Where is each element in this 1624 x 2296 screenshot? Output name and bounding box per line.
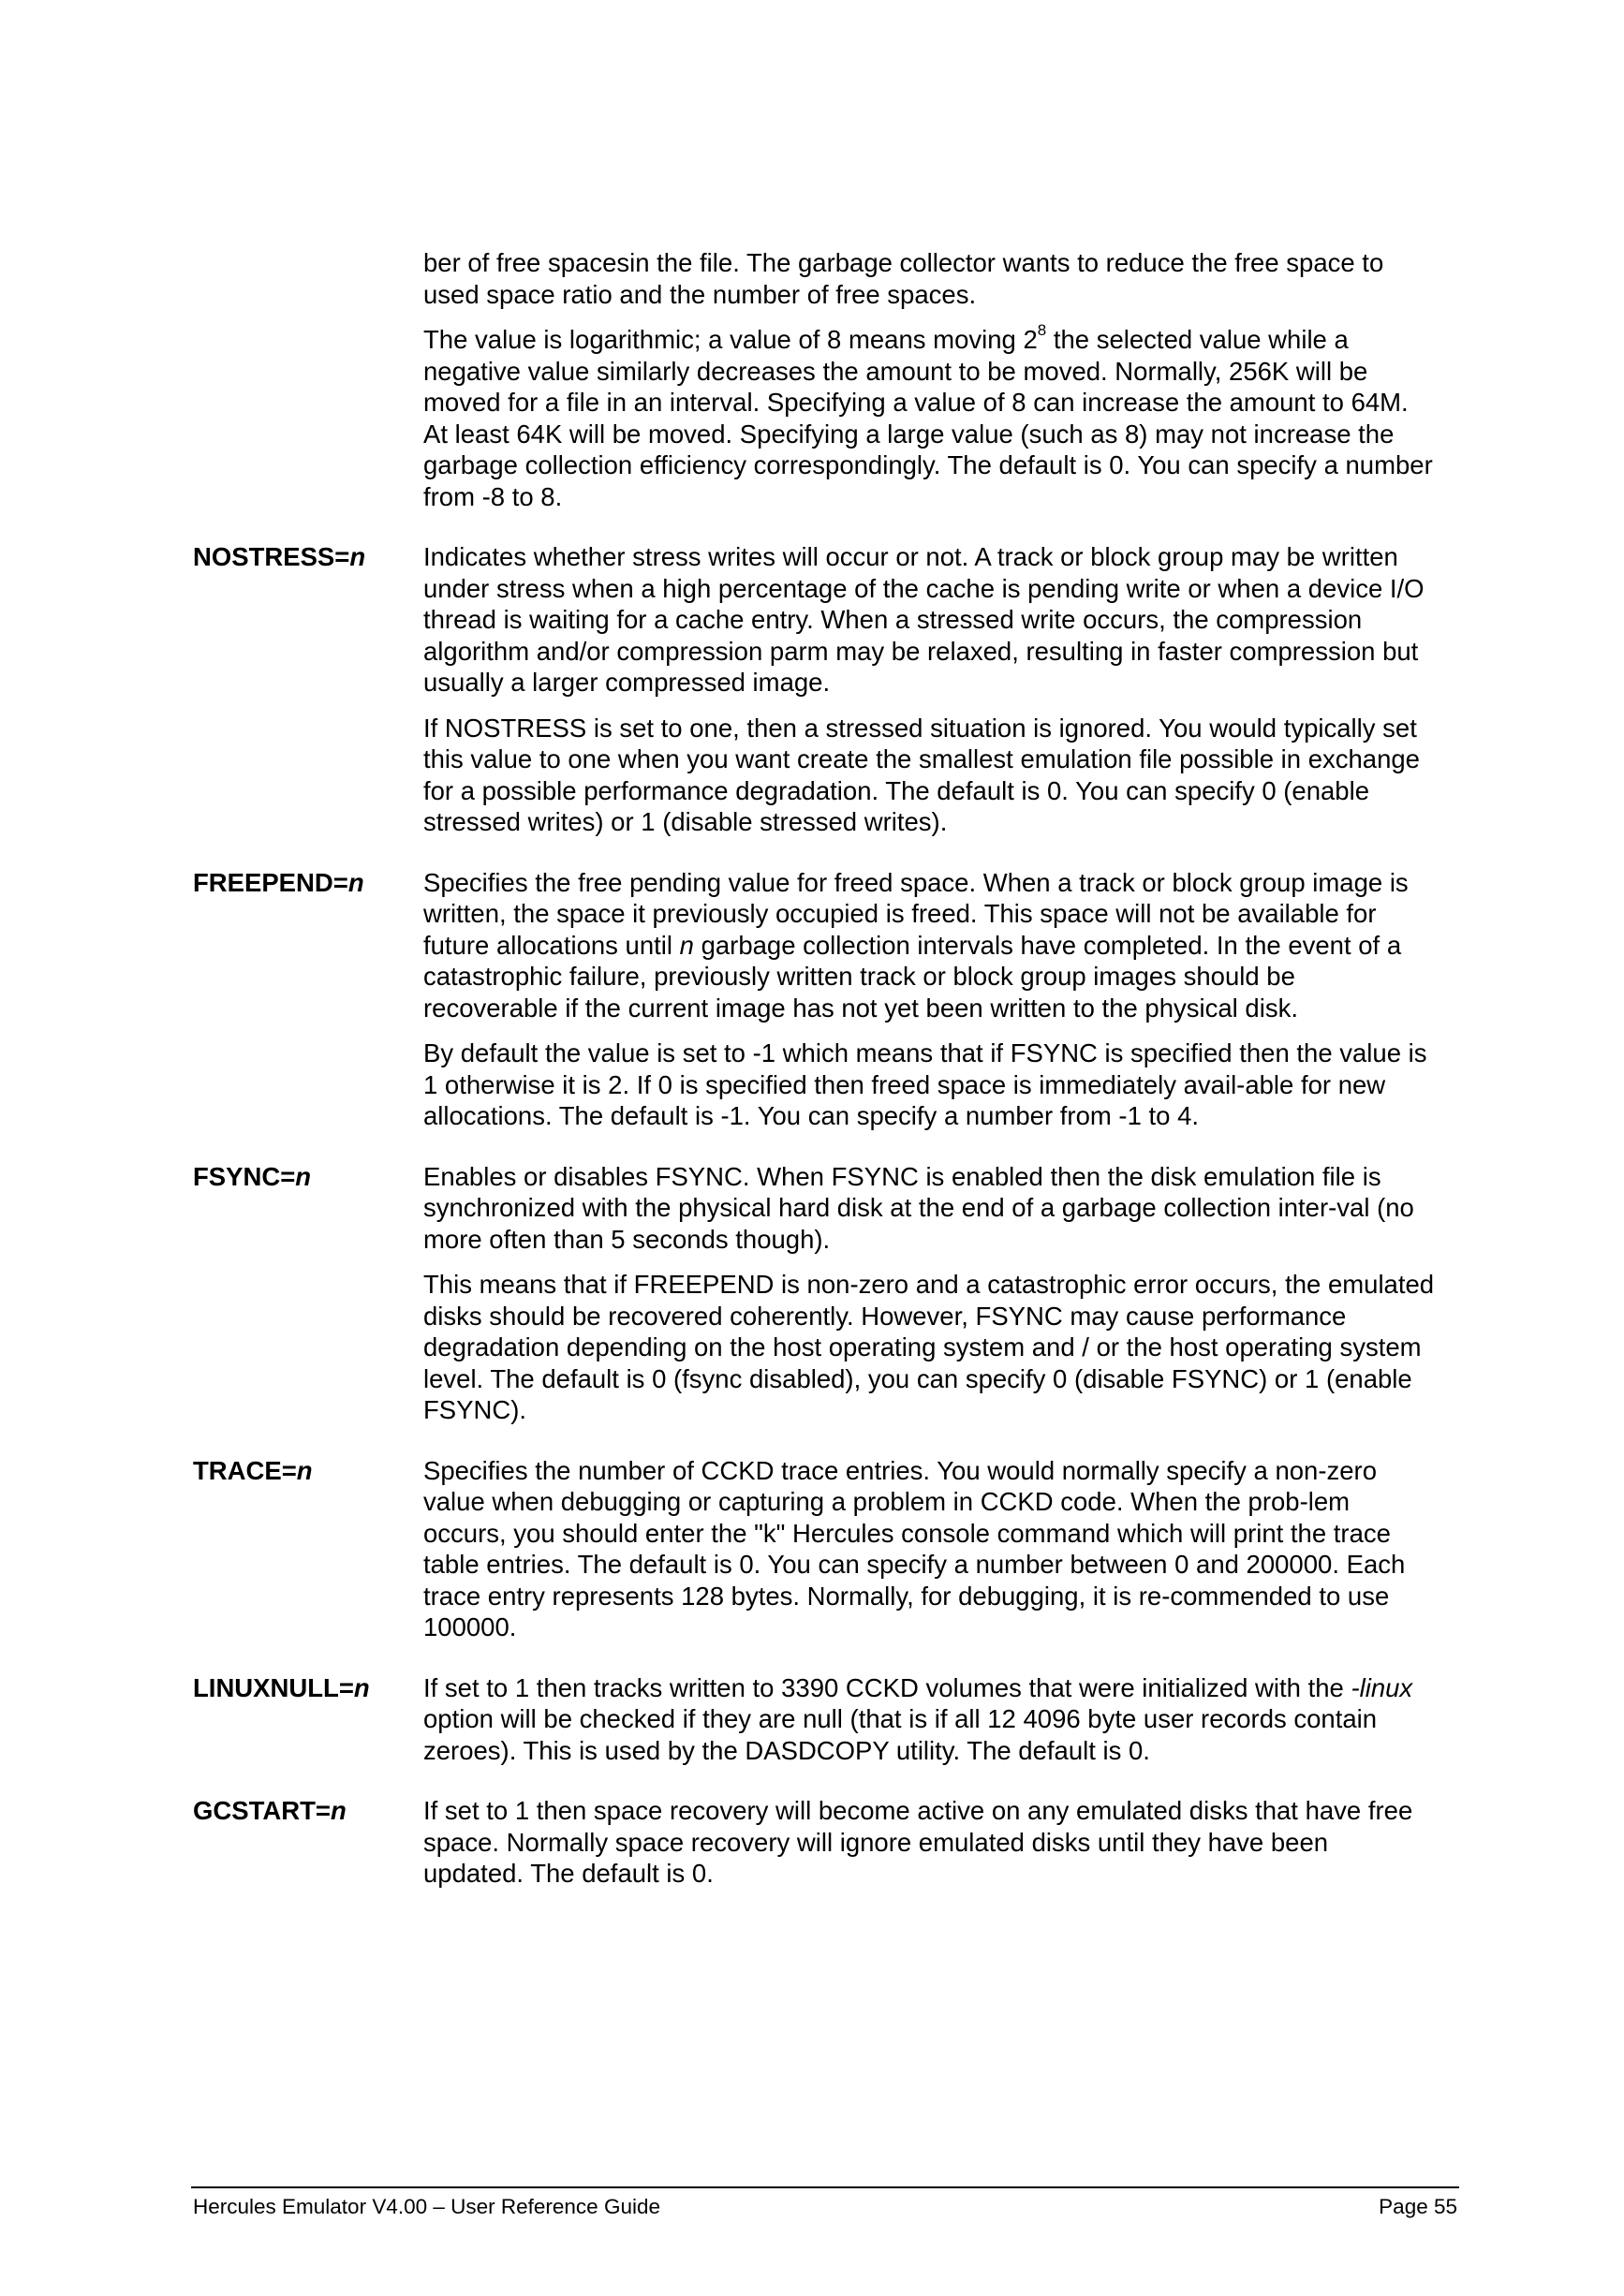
entry-description [423, 1795, 1435, 1890]
text-run: the selected value while a negative value similarly decreases the amount to be moved. Normally, 256K will be moved for a file in an interval. Specifying a value of 8 can increase the amount to 64M. At least 64K will be moved. Specifying a large value (such as 8) may not increase the garbage collection efficiency correspondingly. The default is 0. You can specify a number from -8 to 8. [423, 325, 1433, 511]
trace-paragraph: Specifies the number of CCKD trace entries. You would normally specify a non-zero value when debugging or capturing a problem in CCKD code. When the prob-lem occurs, you should enter the "k" Hercules console command which will print the trace table entries. The default is 0. You can specify a number between 0 and 200000. Each trace entry represents 128 bytes. Normally, for debugging, it is re-commended to use 100000. [423, 1455, 1406, 1641]
text-run: option will be checked if they are null (that is if all 12 4096 byte user records contain zeroes). This is used by the DASDCOPY utility. The default is 0. [423, 1704, 1378, 1765]
entry-freepend [0, 867, 1624, 1132]
option-param: n [330, 1796, 347, 1825]
option-name: LINUXNULL= [193, 1672, 354, 1702]
intro-paragraph: ber of free spacesin the file. The garbage collector wants to reduce the free space to used space ratio and the number of free spaces. [423, 248, 1384, 309]
entry-description [423, 1672, 1435, 1767]
linuxnull-paragraph [423, 1672, 1435, 1767]
text-run: garbage collection intervals have completed. In the event of a catastrophic failure, previously written track or block group images should be recoverable if the current image has not yet been written to the physical disk. [423, 930, 1402, 1023]
entry-linuxnull [0, 1672, 1624, 1767]
gcstart-paragraph: If set to 1 then space recovery will become active on any emulated disks that have free space. Normally space recovery will ignore emulated disks until they have been updated. The default is 0. [423, 1796, 1413, 1888]
option-name: FREEPEND= [193, 867, 348, 897]
entry-fsync [0, 1161, 1624, 1426]
entry-description [423, 541, 1435, 838]
option-name: TRACE= [193, 1455, 297, 1485]
option-name: NOSTRESS= [193, 542, 350, 571]
option-term-fsync [193, 1161, 311, 1193]
superscript-exponent: 8 [1037, 320, 1047, 339]
intro-logarithmic-paragraph [423, 320, 1435, 512]
option-param: n [349, 542, 366, 571]
option-term-freepend [193, 867, 364, 899]
entry-trace [0, 1455, 1624, 1643]
option-param: n [353, 1672, 370, 1702]
fsync-paragraph: Enables or disables FSYNC. When FSYNC is enabled then the disk emulation file is synchronized with the physical hard disk at the end of a garbage collection inter-val (no more often than 5 seconds though). [423, 1161, 1414, 1254]
footer-document-title: Hercules Emulator V4.00 – User Reference Guide [193, 2195, 660, 2218]
option-param: n [347, 867, 364, 897]
nostress-paragraph: Indicates whether stress writes will occur or not. A track or block group may be written under stress when a high percentage of the cache is pending write or when a device I/O thread is waiting for a cache entry. When a stressed write occurs, the compression algorithm and/or compression parm may be relaxed, resulting in faster compression but usually a larger compressed image. [423, 542, 1425, 697]
option-param: n [296, 1455, 313, 1485]
footer-page-number: Page 55 [1379, 2195, 1457, 2218]
entry-gcstart [0, 1795, 1624, 1890]
footer-rule [191, 2186, 1459, 2188]
entry-nostress [0, 541, 1624, 838]
text-run: Specifies the free pending value for freed space. When a track or block group image is written, the space it previously occupied is freed. This space will not be available for future allocations until [423, 867, 1409, 960]
page-content [0, 247, 1624, 1919]
text-run: If set to 1 then tracks written to 3390 CCKD volumes that were initialized with the [423, 1672, 1351, 1702]
entry-description [423, 247, 1435, 512]
option-term-nostress [193, 541, 365, 573]
option-term-linuxnull [193, 1672, 370, 1704]
entry-description [423, 867, 1435, 1132]
option-name: GCSTART= [193, 1796, 331, 1825]
entry-description [423, 1161, 1435, 1426]
entry-intro-continuation [0, 247, 1624, 512]
freepend-paragraph [423, 867, 1435, 1024]
freepend-paragraph: By default the value is set to -1 which means that if FSYNC is specified then the value is 1 otherwise it is 2. If 0 is specified then freed space is immediately avail-able for new allocations. The default is -1. You can specify a number from -1 to 4. [423, 1038, 1427, 1130]
entry-description [423, 1455, 1435, 1643]
italic-param: n [679, 930, 694, 960]
option-term-trace [193, 1455, 313, 1487]
nostress-paragraph: If NOSTRESS is set to one, then a stressed situation is ignored. You would typically set this value to one when you want create the smallest emulation file possible in exchange for a possible performance degradation. The default is 0. You can specify 0 (enable stressed writes) or 1 (disable stressed writes). [423, 713, 1420, 836]
option-term-gcstart [193, 1795, 347, 1827]
option-name: FSYNC= [193, 1161, 296, 1191]
fsync-paragraph: This means that if FREEPEND is non-zero and a catastrophic error occurs, the emulated disks should be recovered coherently. However, FSYNC may cause performance degradation depending on the host operating system and / or the host operating system level. The default is 0 (fsync disabled), you can specify 0 (disable FSYNC) or 1 (enable FSYNC). [423, 1270, 1435, 1424]
italic-option: -linux [1351, 1672, 1413, 1702]
option-param: n [295, 1161, 312, 1191]
text-run: The value is logarithmic; a value of 8 means moving 2 [423, 325, 1038, 354]
